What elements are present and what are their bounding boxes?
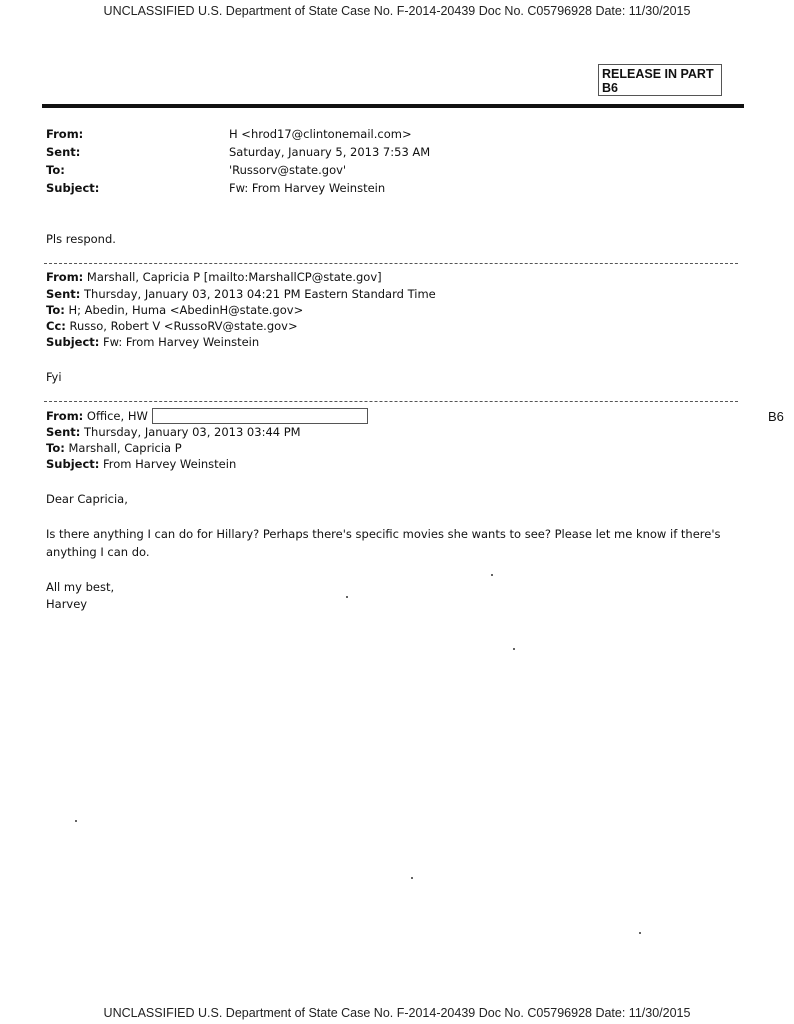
forward-divider-2 [44, 401, 738, 402]
fwd2-sent-value: Thursday, January 03, 2013 03:44 PM [80, 425, 301, 439]
letter-salutation: Dear Capricia, [46, 492, 128, 506]
fwd1-sent-label: Sent: [46, 287, 81, 301]
sent-label: Sent: [46, 145, 81, 159]
forward-divider [44, 263, 738, 264]
fwd1-subject-value: Fw: From Harvey Weinstein [99, 335, 260, 349]
fwd1-sent-value: Thursday, January 03, 2013 04:21 PM Eastern Standard Time [80, 287, 436, 301]
scan-speck [491, 574, 493, 576]
fwd1-to-value: H; Abedin, Huma <AbedinH@state.gov> [64, 303, 304, 317]
scan-speck [639, 932, 641, 934]
to-value: 'Russorv@state.gov' [229, 163, 347, 177]
letter-signature: Harvey [46, 597, 88, 611]
letter-paragraph-line-1: Is there anything I can do for Hillary? Perhaps there's specific movies she wants to see? Please let me know if there's [46, 527, 721, 541]
fwd2-subject-label: Subject: [46, 457, 100, 471]
release-label: RELEASE IN PART [602, 67, 714, 81]
letter-closing: All my best, [46, 580, 115, 594]
fyi-message: Fyi [46, 370, 62, 384]
fwd1-cc-label: Cc: [46, 319, 66, 333]
body-message: Pls respond. [46, 232, 116, 246]
redaction-box [152, 408, 368, 424]
scan-speck [75, 820, 77, 822]
release-in-part-box [598, 64, 722, 96]
fwd2-to-label: To: [46, 441, 65, 455]
classification-banner-bottom: UNCLASSIFIED U.S. Department of State Case No. F-2014-20439 Doc No. C05796928 Date: 11/30/2015 [103, 1006, 691, 1020]
to-label: To: [46, 163, 65, 177]
fwd2-from-label: From: [46, 409, 84, 423]
scan-speck [346, 596, 348, 598]
fwd2-to-line [46, 441, 182, 455]
fwd2-subject-value: From Harvey Weinstein [99, 457, 237, 471]
from-label: From: [46, 127, 84, 141]
fwd2-to-value: Marshall, Capricia P [64, 441, 182, 455]
letter-paragraph-line-2: anything I can do. [46, 545, 150, 559]
redaction-code-b6: B6 [768, 409, 784, 424]
classification-banner-top: UNCLASSIFIED U.S. Department of State Case No. F-2014-20439 Doc No. C05796928 Date: 11/30/2015 [103, 4, 691, 18]
subject-label: Subject: [46, 181, 100, 195]
from-value: H <hrod17@clintonemail.com> [229, 127, 412, 141]
scan-speck [513, 648, 515, 650]
subject-value: Fw: From Harvey Weinstein [229, 181, 386, 195]
fwd2-from-value: Office, HW [83, 409, 148, 423]
fwd1-cc-value: Russo, Robert V <RussoRV@state.gov> [65, 319, 298, 333]
fwd1-to-label: To: [46, 303, 65, 317]
fwd1-from-value: Marshall, Capricia P [mailto:MarshallCP@state.gov] [83, 270, 382, 284]
release-code: B6 [602, 81, 618, 95]
fwd1-subject-label: Subject: [46, 335, 100, 349]
fwd1-from-line [46, 270, 382, 284]
fwd1-cc-line [46, 319, 298, 333]
fwd2-sent-line [46, 425, 301, 439]
fwd1-from-label: From: [46, 270, 84, 284]
fwd1-subject-line [46, 335, 259, 349]
fwd2-sent-label: Sent: [46, 425, 81, 439]
sent-value: Saturday, January 5, 2013 7:53 AM [229, 145, 431, 159]
fwd2-subject-line [46, 457, 236, 471]
fwd1-sent-line [46, 287, 436, 301]
fwd2-from-line [46, 409, 148, 423]
scan-speck [411, 877, 413, 879]
fwd1-to-line [46, 303, 303, 317]
header-rule [42, 104, 744, 108]
